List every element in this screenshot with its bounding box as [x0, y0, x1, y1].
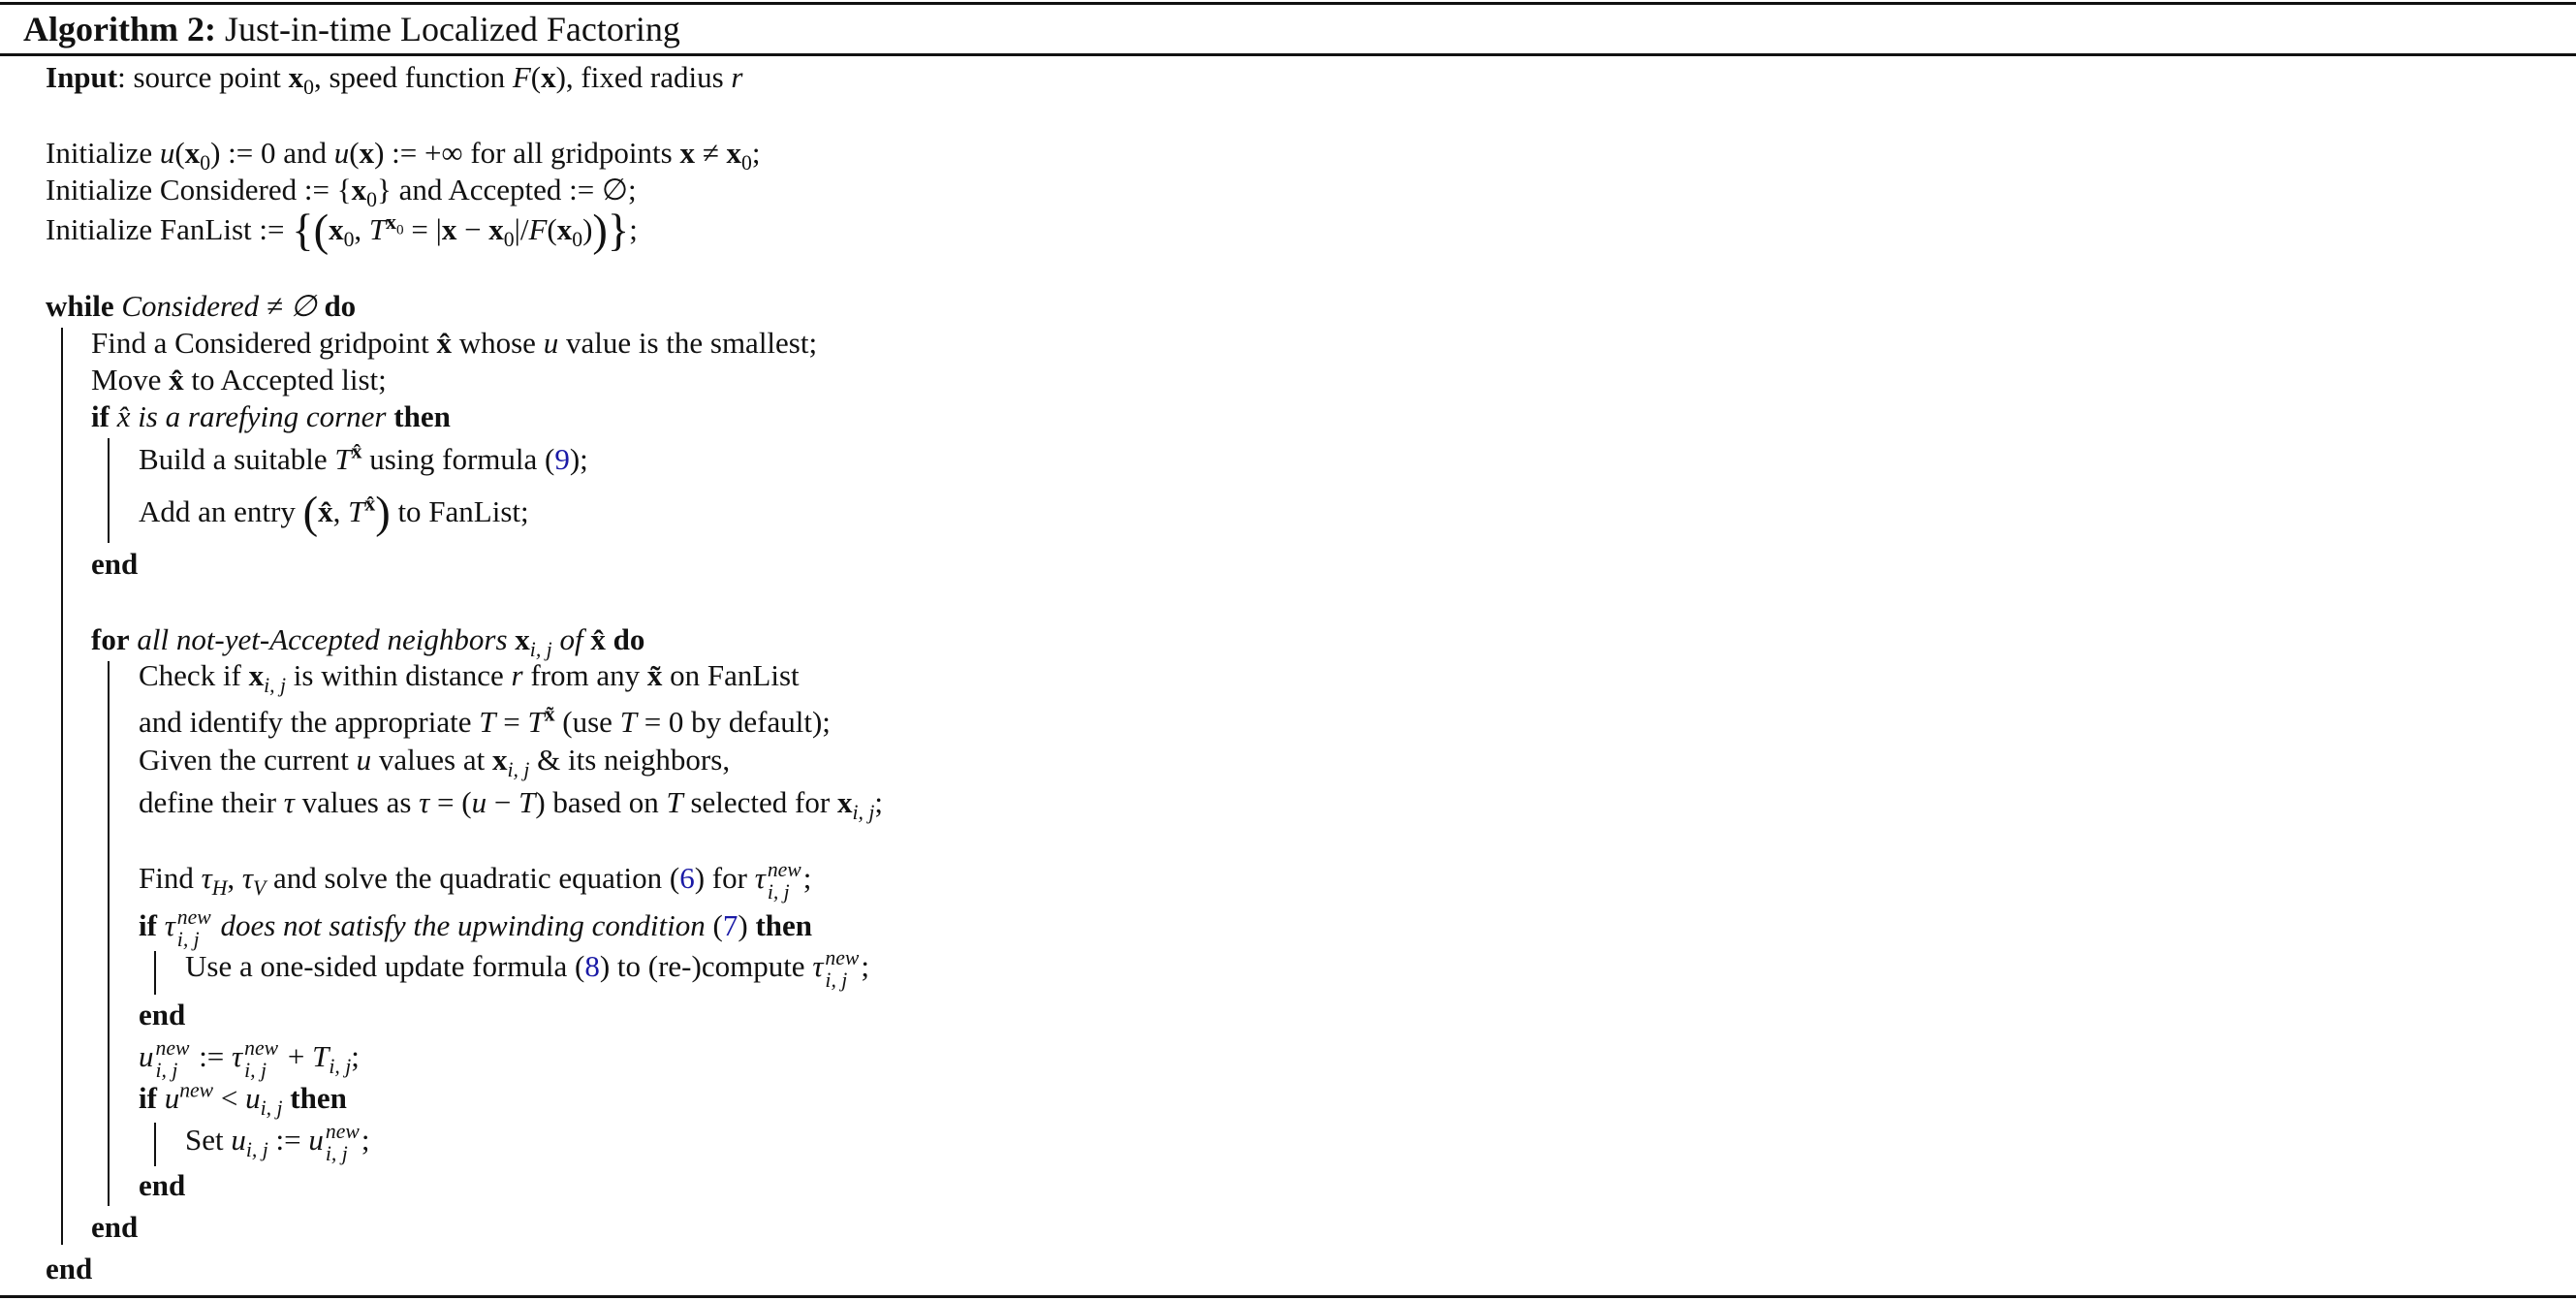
end-unew-line: end: [139, 1168, 186, 1202]
if-unew-bar: [154, 1123, 156, 1166]
find-line: Find a Considered gridpoint x̂ whose u value is the smallest;: [91, 326, 818, 360]
for-block-bar: [108, 661, 110, 1206]
check-line: Check if $x_{i, j}$ is within distance r from any x̃ on FanList: [139, 658, 800, 698]
identify-line: and identify the appropriate $T = T^{x̃}$ (use T = 0 by default);: [139, 702, 831, 739]
if-block-bar: [108, 438, 110, 543]
for-keyword: for: [91, 622, 130, 656]
end-while-line: end: [46, 1252, 93, 1285]
while-block-bar: [61, 328, 63, 1245]
then-keyword: then: [393, 399, 451, 433]
init-line-3: Initialize FanList := {($x_0$, $T^{x_0} = |x - x_0|/F(x_0)$)};: [46, 206, 638, 256]
algorithm-caption: [23, 6, 680, 52]
init-line-1: Initialize $u(x_0)$ := 0 and u(x) := +∞ for all gridpoints $x \ne x_0$;: [46, 136, 761, 175]
solve-line: Find $\tau_H$, $\tau_V$ and solve the quadratic equation (6) for τ new i, j ;: [139, 858, 812, 904]
if-upwinding-bar: [154, 951, 156, 995]
caption-rule: [0, 53, 2576, 56]
caption-title: Just-in-time Localized Factoring: [224, 10, 680, 48]
do-keyword: do: [324, 289, 357, 323]
caption-label: Algorithm 2:: [23, 10, 216, 48]
build-line: Build a suitable $T^{x̂}$ using formula (9);: [139, 439, 588, 476]
while-condition: Considered ≠ ∅: [121, 289, 317, 323]
given-line: Given the current u values at $x_{i, j}$ & its neighbors,: [139, 743, 731, 782]
top-rule: [0, 2, 2576, 5]
if-rarefying-line: if x̂ is a rarefying corner then: [91, 399, 451, 433]
onesided-line: Use a one-sided update formula (8) to (re-)compute τ new i, j ;: [185, 946, 869, 992]
add-entry-line: Add an entry (x̂, $T^{x̂}$) to FanList;: [139, 489, 529, 538]
formula-ref-9[interactable]: 9: [554, 442, 570, 476]
if-upwinding-line: if τ new i, j does not satisfy the upwinding condition (7) then: [139, 905, 813, 951]
move-line: Move x̂ to Accepted list;: [91, 363, 387, 397]
equation-ref-6[interactable]: 6: [679, 860, 695, 895]
if-unew-line: if $u^{new} < u_{i, j}$ then: [139, 1078, 347, 1121]
init-line-2: Initialize Considered := $\{x_0\}$ and Accepted := ∅;: [46, 173, 637, 212]
define-line: define their τ values as τ = (u − T) based on T selected for $x_{i, j}$;: [139, 785, 883, 825]
condition-ref-7[interactable]: 7: [722, 907, 738, 942]
formula-ref-8[interactable]: 8: [584, 948, 600, 983]
end-if-line: [91, 546, 138, 583]
while-keyword: while: [46, 289, 114, 323]
bottom-rule: [0, 1295, 2576, 1298]
unew-line: u new i, j := τ new i, j + $T_{i, j}$;: [139, 1036, 360, 1082]
input-line: Input: source point $x_0$, speed function F(x), fixed radius r: [46, 60, 743, 100]
if-keyword: if: [91, 399, 110, 433]
set-line: Set $u_{i, j}$ := u new i, j ;: [185, 1120, 370, 1165]
end-upwinding-line: end: [139, 998, 186, 1031]
for-line: for all not-yet-Accepted neighbors $x_{i, j}$ of x̂ do: [91, 622, 645, 662]
end-for-line: end: [91, 1210, 139, 1244]
input-label: Input: [46, 60, 118, 94]
end-keyword: end: [91, 547, 139, 581]
while-line: [46, 288, 356, 325]
